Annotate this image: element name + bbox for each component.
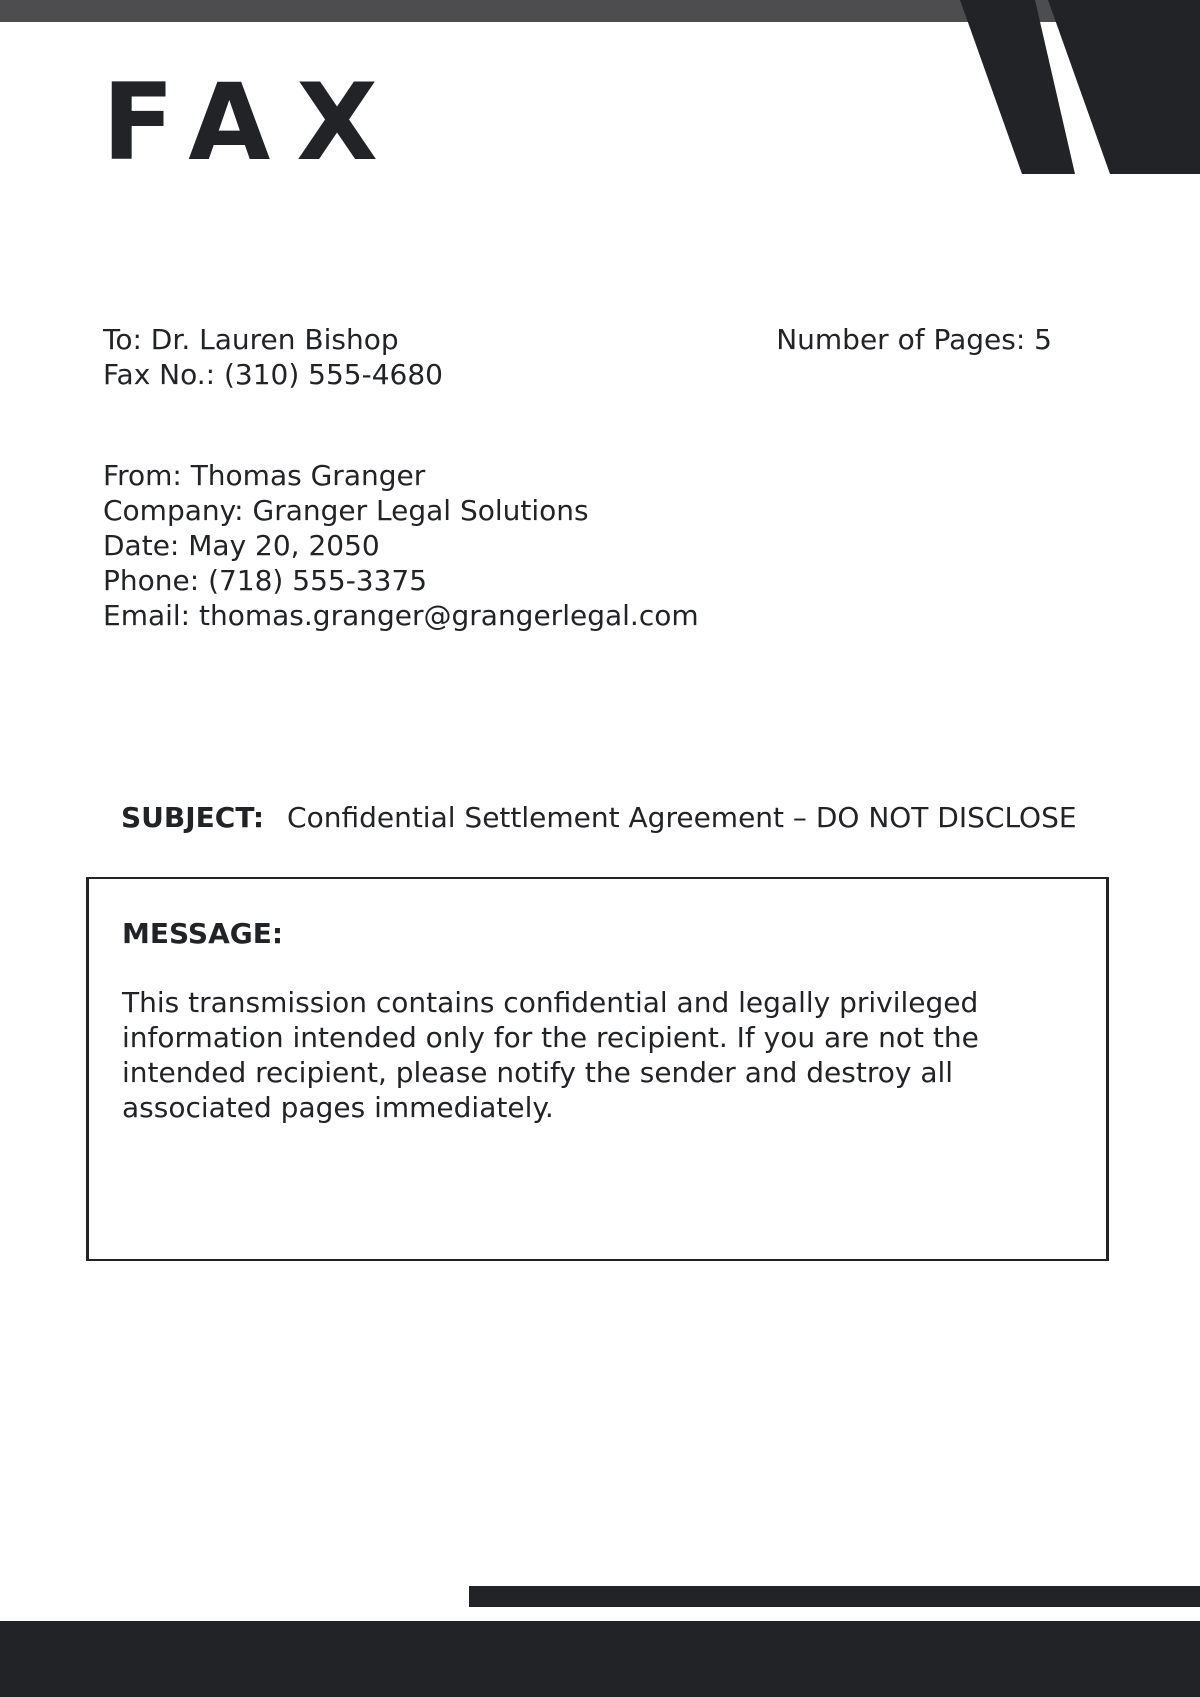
page-count [776, 322, 1052, 357]
message-body: This transmission contains confidential and legally privileged information intended only for the recipient. If you are not the intended recipient, please notify the sender and destroy all associated pages immediately. [122, 986, 979, 1124]
corner-stripe-right [1048, 0, 1200, 174]
message-box [86, 877, 1109, 1261]
to-line: To: Dr. Lauren Bishop [103, 323, 399, 356]
phone-line: Phone: (718) 555-3375 [103, 564, 428, 597]
from-line: From: Thomas Granger [103, 459, 426, 492]
bottom-accent-stripe [469, 1586, 1200, 1607]
email-line: Email: thomas.granger@grangerlegal.com [103, 599, 699, 632]
subject-row [121, 800, 1077, 836]
company-line: Company: Granger Legal Solutions [103, 494, 589, 527]
date-line: Date: May 20, 2050 [103, 529, 380, 562]
recipient-info [103, 322, 443, 392]
number-of-pages-line: Number of Pages: 5 [776, 323, 1052, 356]
document-title: FAX [102, 61, 405, 184]
sender-info [103, 458, 699, 633]
footer-band [0, 1621, 1200, 1697]
fax-number-line: Fax No.: (310) 555-4680 [103, 358, 443, 391]
subject-text: Confidential Settlement Agreement – DO NOT DISCLOSE [287, 801, 1077, 834]
subject-label: SUBJECT: [121, 801, 265, 834]
message-label: MESSAGE: [122, 917, 284, 950]
